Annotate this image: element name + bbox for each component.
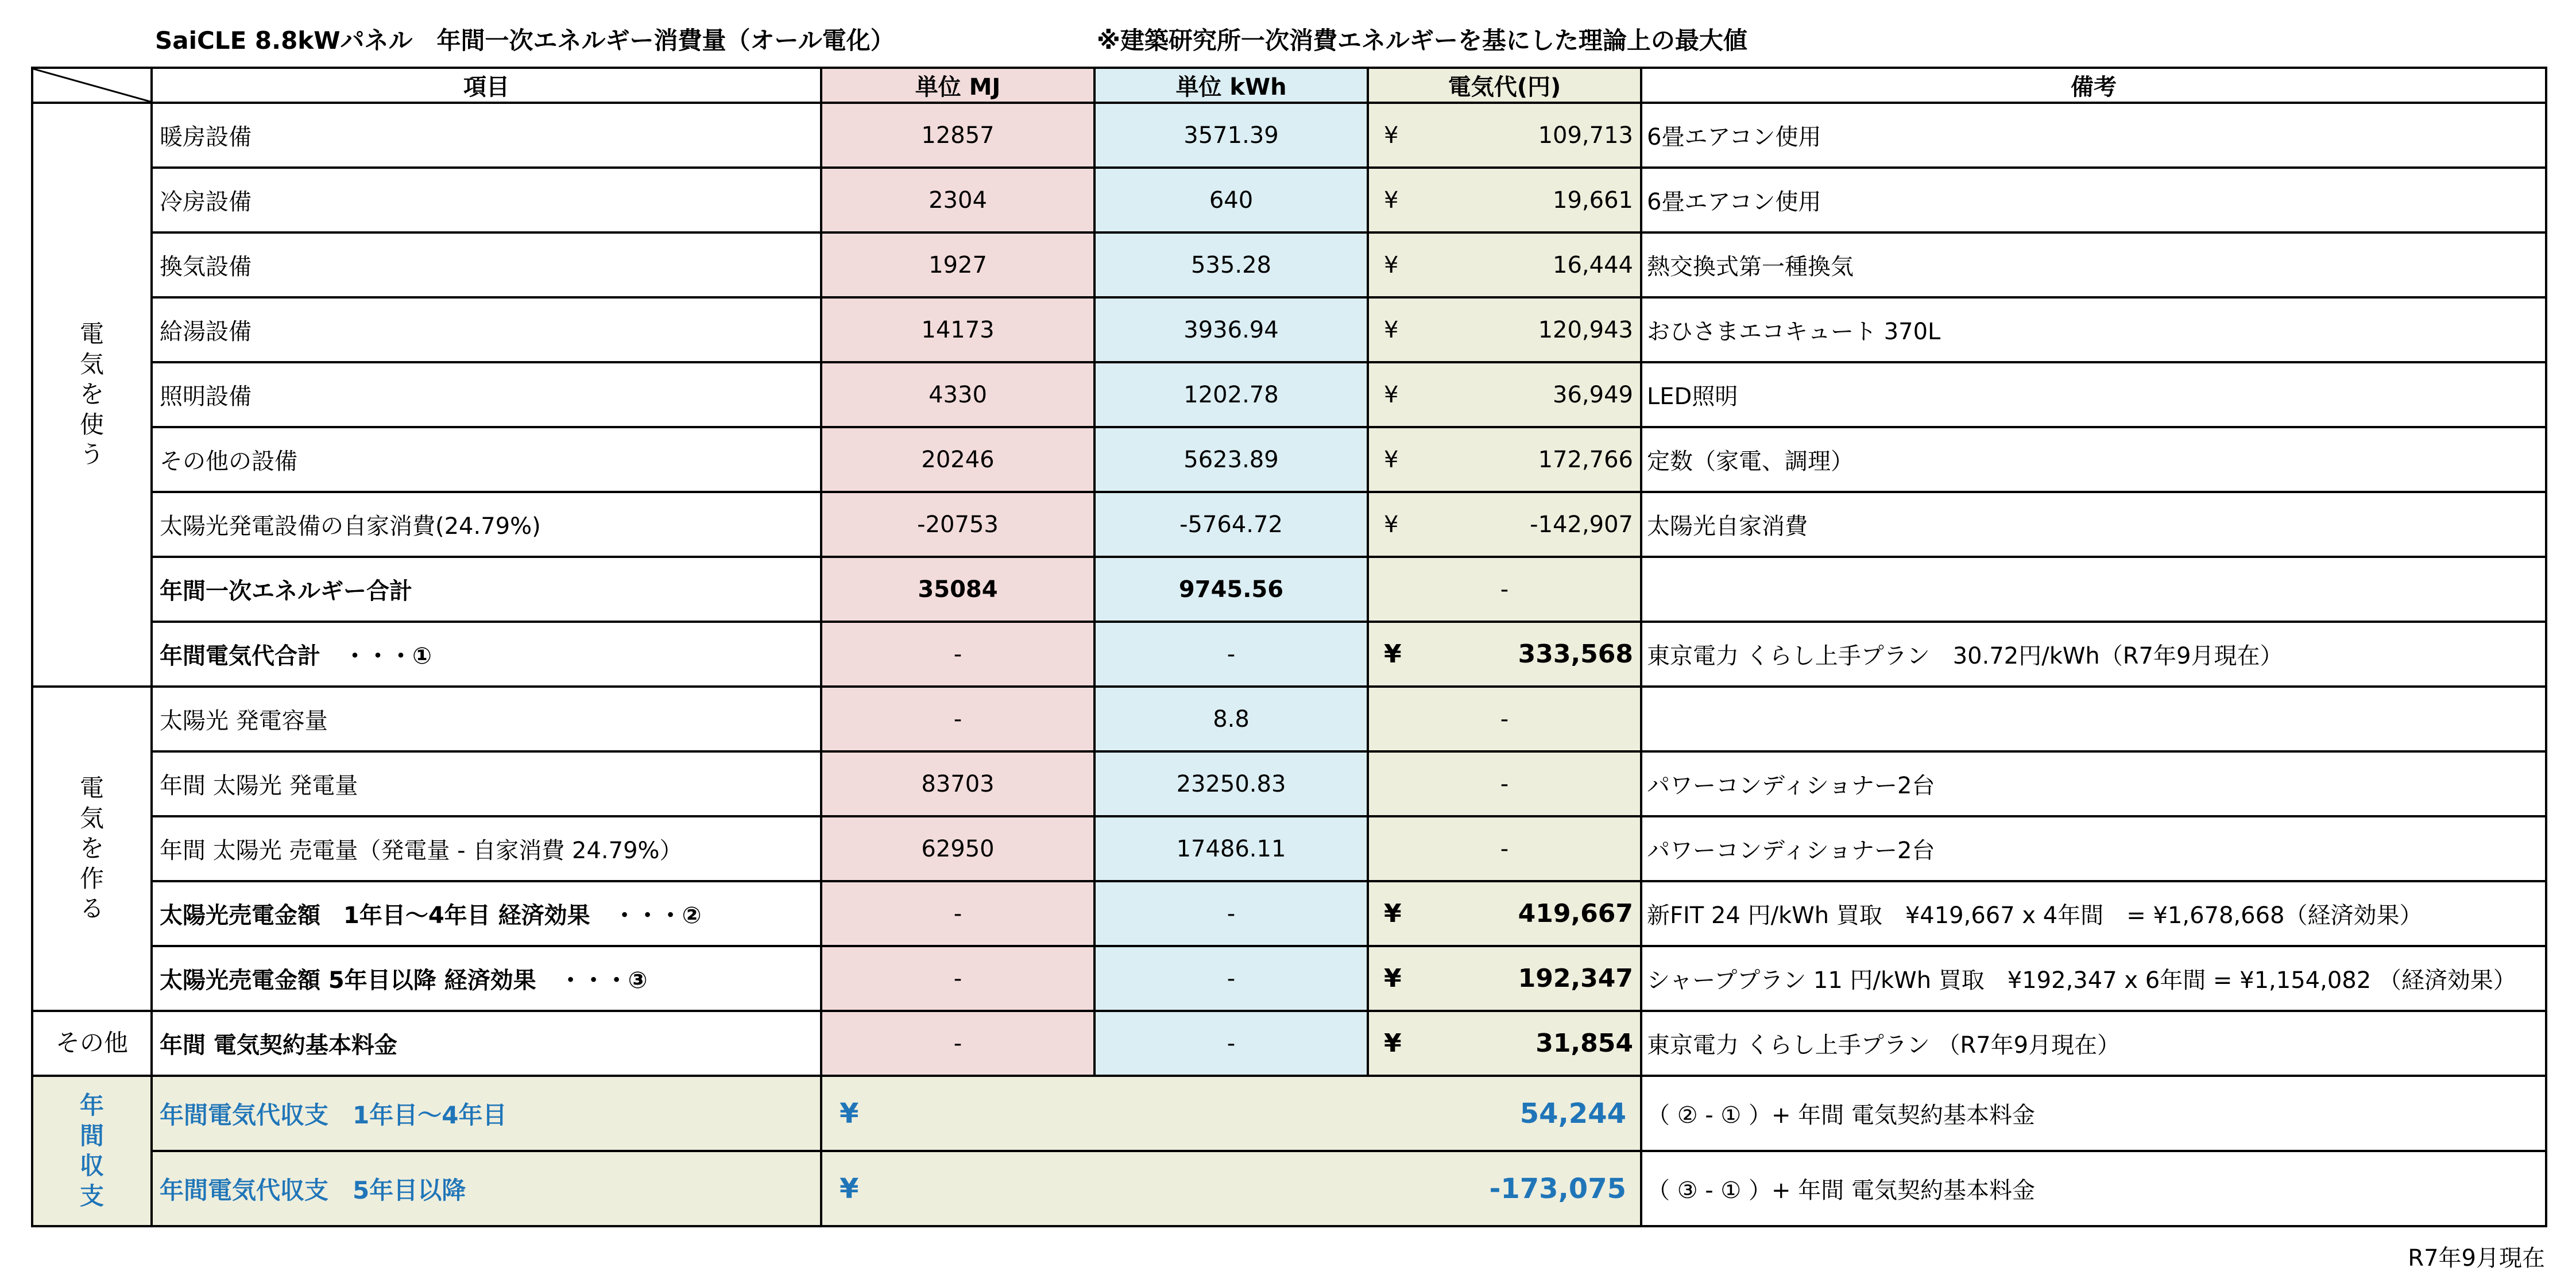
row-mj: - bbox=[821, 1011, 1094, 1076]
row-item: 暖房設備 bbox=[152, 103, 821, 168]
yen-symbol: ¥ bbox=[1384, 316, 1399, 343]
table-row bbox=[32, 687, 2546, 751]
header-kwh: 単位 kWh bbox=[1094, 68, 1368, 103]
balance-item: 年間電気代収支 5年目以降 bbox=[152, 1151, 821, 1226]
row-yen: ¥ 120,943 bbox=[1368, 297, 1641, 362]
row-kwh: 3936.94 bbox=[1094, 297, 1368, 362]
row-yen: ¥ -142,907 bbox=[1368, 492, 1641, 557]
row-mj: - bbox=[821, 622, 1094, 687]
sheet-title: SaiCLE 8.8kWパネル 年間一次エネルギー消費量（オール電化） bbox=[155, 26, 895, 55]
balance-value: ¥ -173,075 bbox=[821, 1151, 1641, 1226]
row-mj: 4330 bbox=[821, 362, 1094, 427]
group-other: その他 bbox=[32, 1011, 152, 1076]
table-row bbox=[32, 492, 2546, 557]
group-make: 電気を作る bbox=[32, 687, 152, 1011]
row-yen: - bbox=[1368, 687, 1641, 751]
row-note: 定数（家電、調理） bbox=[1641, 427, 2546, 492]
group-balance: 年間収支 bbox=[32, 1076, 152, 1226]
row-kwh: 17486.11 bbox=[1094, 816, 1368, 881]
row-item: 年間 太陽光 売電量（発電量 - 自家消費 24.79%） bbox=[152, 816, 821, 881]
row-mj: 35084 bbox=[821, 557, 1094, 622]
row-mj: 20246 bbox=[821, 427, 1094, 492]
row-kwh: -5764.72 bbox=[1094, 492, 1368, 557]
yen-symbol: ¥ bbox=[1384, 381, 1399, 408]
row-note: 新FIT 24 円/kWh 買取 ¥419,667 x 4年間 = ¥1,678,668（経済効果） bbox=[1641, 881, 2546, 946]
header-row bbox=[32, 68, 2546, 103]
row-mj: 83703 bbox=[821, 751, 1094, 816]
row-note: 熱交換式第一種換気 bbox=[1641, 232, 2546, 297]
yen-symbol: ¥ bbox=[1384, 511, 1399, 538]
row-item: 年間一次エネルギー合計 bbox=[152, 557, 821, 622]
row-mj: 12857 bbox=[821, 103, 1094, 168]
row-note: パワーコンディショナー2台 bbox=[1641, 751, 2546, 816]
row-note: 東京電力 くらし上手プラン 30.72円/kWh（R7年9月現在） bbox=[1641, 622, 2546, 687]
row-note: おひさまエコキュート 370L bbox=[1641, 297, 2546, 362]
sale-row bbox=[32, 881, 2546, 946]
cost-total-row bbox=[32, 622, 2546, 687]
yen-symbol: ¥ bbox=[1384, 122, 1399, 149]
table-row bbox=[32, 168, 2546, 232]
table-row bbox=[32, 103, 2546, 168]
row-kwh: - bbox=[1094, 622, 1368, 687]
row-mj: 14173 bbox=[821, 297, 1094, 362]
row-note: 6畳エアコン使用 bbox=[1641, 168, 2546, 232]
row-note: LED照明 bbox=[1641, 362, 2546, 427]
row-kwh: 640 bbox=[1094, 168, 1368, 232]
row-mj: 62950 bbox=[821, 816, 1094, 881]
yen-symbol: ¥ bbox=[1384, 187, 1399, 214]
row-kwh: 5623.89 bbox=[1094, 427, 1368, 492]
row-item: その他の設備 bbox=[152, 427, 821, 492]
row-mj: 1927 bbox=[821, 232, 1094, 297]
yen-symbol: ¥ bbox=[1384, 899, 1402, 928]
yen-symbol: ¥ bbox=[840, 1097, 859, 1130]
row-mj: - bbox=[821, 881, 1094, 946]
row-kwh: - bbox=[1094, 1011, 1368, 1076]
row-yen: ¥ 419,667 bbox=[1368, 881, 1641, 946]
sale-row bbox=[32, 946, 2546, 1011]
other-row bbox=[32, 1011, 2546, 1076]
row-yen: ¥ 192,347 bbox=[1368, 946, 1641, 1011]
row-item: 年間 電気契約基本料金 bbox=[152, 1011, 821, 1076]
row-yen: ¥ 109,713 bbox=[1368, 103, 1641, 168]
row-kwh: - bbox=[1094, 946, 1368, 1011]
row-note bbox=[1641, 687, 2546, 751]
row-yen: - bbox=[1368, 557, 1641, 622]
corner-cell bbox=[32, 68, 152, 103]
row-yen: - bbox=[1368, 816, 1641, 881]
row-item: 給湯設備 bbox=[152, 297, 821, 362]
header-yen: 電気代(円) bbox=[1368, 68, 1641, 103]
yen-symbol: ¥ bbox=[1384, 639, 1402, 669]
footer-date-note: R7年9月現在 bbox=[2408, 1245, 2545, 1272]
row-item: 太陽光 発電容量 bbox=[152, 687, 821, 751]
row-yen: ¥ 19,661 bbox=[1368, 168, 1641, 232]
row-note: 東京電力 くらし上手プラン （R7年9月現在） bbox=[1641, 1011, 2546, 1076]
balance-item: 年間電気代収支 1年目～4年目 bbox=[152, 1076, 821, 1151]
row-note: 6畳エアコン使用 bbox=[1641, 103, 2546, 168]
row-kwh: - bbox=[1094, 881, 1368, 946]
row-yen: - bbox=[1368, 751, 1641, 816]
total-row bbox=[32, 557, 2546, 622]
row-kwh: 535.28 bbox=[1094, 232, 1368, 297]
row-item: 太陽光売電金額 5年目以降 経済効果 ・・・③ bbox=[152, 946, 821, 1011]
balance-note: （ ③ - ① ）+ 年間 電気契約基本料金 bbox=[1641, 1151, 2546, 1226]
yen-symbol: ¥ bbox=[840, 1172, 859, 1205]
row-item: 太陽光売電金額 1年目～4年目 経済効果 ・・・② bbox=[152, 881, 821, 946]
table-row bbox=[32, 427, 2546, 492]
header-item: 項目 bbox=[152, 68, 821, 103]
row-kwh: 9745.56 bbox=[1094, 557, 1368, 622]
energy-table bbox=[31, 67, 2547, 1227]
yen-symbol: ¥ bbox=[1384, 964, 1402, 993]
balance-note: （ ② - ① ）+ 年間 電気契約基本料金 bbox=[1641, 1076, 2546, 1151]
table-row bbox=[32, 816, 2546, 881]
balance-row bbox=[32, 1076, 2546, 1151]
table-row bbox=[32, 297, 2546, 362]
row-kwh: 3571.39 bbox=[1094, 103, 1368, 168]
row-mj: -20753 bbox=[821, 492, 1094, 557]
row-mj: - bbox=[821, 946, 1094, 1011]
sheet-subtitle: ※建築研究所一次消費エネルギーを基にした理論上の最大値 bbox=[1097, 26, 1747, 55]
row-kwh: 23250.83 bbox=[1094, 751, 1368, 816]
row-note: 太陽光自家消費 bbox=[1641, 492, 2546, 557]
table-row bbox=[32, 232, 2546, 297]
yen-symbol: ¥ bbox=[1384, 251, 1399, 278]
balance-row bbox=[32, 1151, 2546, 1226]
row-yen: ¥ 172,766 bbox=[1368, 427, 1641, 492]
row-yen: ¥ 31,854 bbox=[1368, 1011, 1641, 1076]
header-mj: 単位 MJ bbox=[821, 68, 1094, 103]
table-row bbox=[32, 362, 2546, 427]
yen-symbol: ¥ bbox=[1384, 446, 1399, 473]
row-yen: ¥ 333,568 bbox=[1368, 622, 1641, 687]
row-item: 年間 太陽光 発電量 bbox=[152, 751, 821, 816]
yen-symbol: ¥ bbox=[1384, 1029, 1402, 1058]
row-mj: 2304 bbox=[821, 168, 1094, 232]
row-yen: ¥ 16,444 bbox=[1368, 232, 1641, 297]
row-yen: ¥ 36,949 bbox=[1368, 362, 1641, 427]
row-item: 太陽光発電設備の自家消費(24.79%) bbox=[152, 492, 821, 557]
group-use: 電気を使う bbox=[32, 103, 152, 687]
row-mj: - bbox=[821, 687, 1094, 751]
balance-value: ¥ 54,244 bbox=[821, 1076, 1641, 1151]
row-item: 冷房設備 bbox=[152, 168, 821, 232]
row-note bbox=[1641, 557, 2546, 622]
row-item: 年間電気代合計 ・・・① bbox=[152, 622, 821, 687]
row-note: シャーププラン 11 円/kWh 買取 ¥192,347 x 6年間 = ¥1,154,082 （経済効果） bbox=[1641, 946, 2546, 1011]
row-kwh: 1202.78 bbox=[1094, 362, 1368, 427]
header-note: 備考 bbox=[1641, 68, 2546, 103]
row-item: 換気設備 bbox=[152, 232, 821, 297]
table-row bbox=[32, 751, 2546, 816]
row-note: パワーコンディショナー2台 bbox=[1641, 816, 2546, 881]
row-kwh: 8.8 bbox=[1094, 687, 1368, 751]
row-item: 照明設備 bbox=[152, 362, 821, 427]
